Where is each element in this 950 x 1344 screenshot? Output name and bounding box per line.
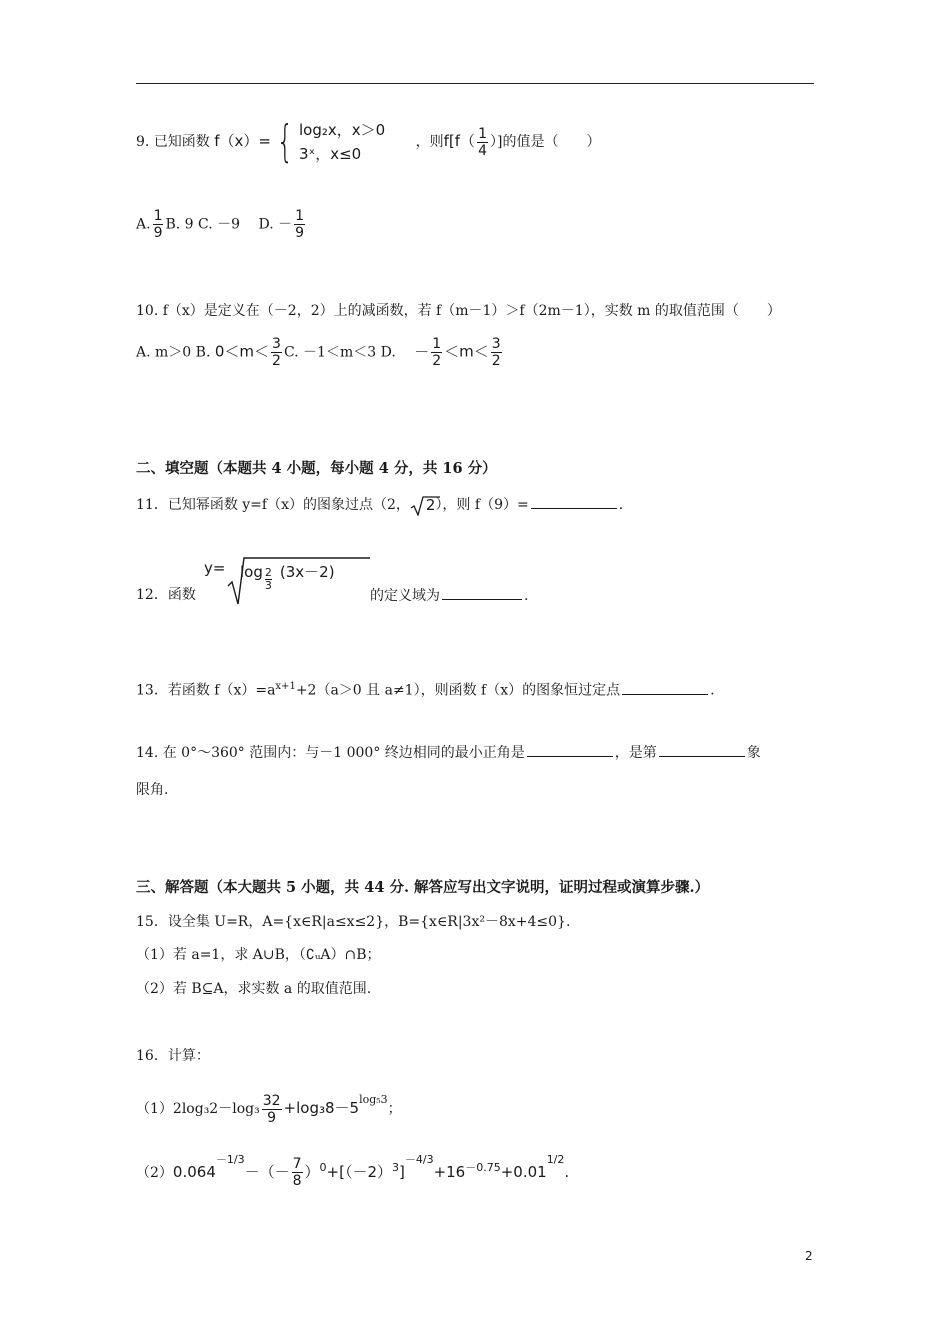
q9-opt-d-frac [294, 208, 305, 241]
q12-log-base [265, 567, 272, 592]
page-number: 2 [805, 1249, 813, 1263]
q9-opt-a-num: 1 [153, 208, 163, 224]
q9-opt-d-label: D. － [258, 216, 293, 233]
header-rule [136, 83, 814, 84]
q12-y-eq: y= [204, 559, 226, 577]
q9-frac-den: 4 [478, 142, 487, 159]
question-13 [136, 677, 715, 701]
q9-prefix: 已知函数 [153, 134, 210, 150]
q9-opt-c: C. －9 [198, 216, 241, 233]
q11-blank [531, 494, 617, 509]
q16-p1-b: +log₃8－5 [283, 1099, 360, 1117]
question-16-title: 16．计算： [136, 1048, 210, 1064]
q10-opt-d-den2: 2 [491, 353, 501, 369]
q9-cases [299, 118, 385, 166]
q9-number: 9. [136, 134, 150, 150]
q9-opt-a-frac [153, 208, 164, 241]
q9-opt-d-num: 1 [295, 208, 305, 224]
q9-opt-d-den: 9 [295, 225, 305, 241]
q16-p2-g: +0.01 [500, 1163, 547, 1181]
q10-opt-d-num2: 3 [491, 336, 501, 352]
question-10: 10. f（x）是定义在（－2，2）上的减函数，若 f（m－1）＞f（2m－1），实数 m 的取值范围（ ） [136, 303, 781, 319]
q10-opt-a: A. m＞0 [136, 344, 192, 361]
q10-opt-d-pre: － [414, 342, 430, 361]
q16-p1-exp: log₅3 [359, 1093, 388, 1106]
q11-radicand: 2 [425, 495, 436, 514]
q13-pre: 13．若函数 f（x）=a [136, 682, 276, 699]
q10-options [136, 336, 504, 369]
q10-opt-d-num1: 1 [432, 336, 442, 352]
q14-blank-2 [659, 742, 745, 757]
q16-p2-exp0: 0 [319, 1161, 327, 1174]
q16-p2-exp5: －0.75 [465, 1161, 501, 1174]
q16-p2-end: . [564, 1163, 570, 1181]
q10-opt-d-frac1 [431, 336, 442, 369]
q12-pre: 12．函数 [136, 587, 196, 603]
q16-p2-exp3: 3 [392, 1161, 399, 1174]
q16-p1-frac [262, 1093, 282, 1126]
q13-end: . [710, 682, 715, 699]
q16-p2-e: ] [399, 1163, 405, 1181]
q9-options [136, 208, 307, 241]
q16-part-2 [136, 1150, 569, 1189]
q16-p2-label: （2） [136, 1165, 173, 1181]
q10-opt-b-num: 3 [272, 336, 281, 352]
q9-brace: { [276, 116, 294, 167]
q12-arg: (3x－2) [279, 563, 335, 581]
q16-p1-end: ； [387, 1101, 402, 1117]
q14-blank-1 [527, 742, 613, 757]
q12-base-num: 2 [264, 566, 272, 579]
q10-opt-d-frac2 [491, 336, 502, 369]
q9-expr-post: ）]的值是（ ） [489, 134, 601, 150]
q10-opt-b-den: 2 [272, 353, 281, 369]
q12-blank [442, 585, 522, 600]
q9-case2: 3ˣ，x≤0 [299, 145, 362, 163]
q16-p2-frac [292, 1156, 303, 1189]
q16-p2-den: 8 [292, 1173, 302, 1189]
q12-tail [370, 585, 528, 606]
q10-opt-b-label: B. [195, 344, 211, 361]
q12-log-word: log [240, 563, 263, 581]
question-14 [136, 742, 761, 763]
q11-end: . [618, 497, 624, 513]
q10-opt-c: C. －1＜m＜3 [283, 344, 377, 361]
q10-opt-d-mid: ＜m＜ [444, 342, 489, 361]
q16-part-1 [136, 1090, 402, 1126]
q11-sqrt [410, 495, 436, 516]
q9-fraction [477, 126, 488, 159]
q16-p2-exp6: 1/2 [546, 1153, 565, 1166]
q9-fx: f（x）= [214, 132, 271, 150]
q16-p2-exp1: －1/3 [215, 1153, 245, 1166]
q12-post: 的定义域为 [370, 588, 440, 604]
q9-opt-b: B. 9 [165, 216, 194, 233]
q11-pre: 11．已知幂函数 y=f（x）的图象过点（2， [136, 497, 410, 513]
section-3-title: 三、解答题（本大题共 5 小题，共 44 分. 解答应写出文字说明，证明过程或演算步骤.） [136, 879, 710, 896]
q14-line1-pre: 14. 在 0°～360° 范围内：与－1 000° 终边相同的最小正角是 [136, 745, 525, 761]
q14-line1-end: 象 [746, 745, 761, 761]
q9-opt-a-den: 9 [153, 225, 163, 241]
q16-p1-den: 9 [267, 1109, 277, 1126]
q15-part-1: （1）若 a=1，求 A∪B，（∁ᵤA）∩B； [136, 947, 381, 963]
q16-p1-label: （1） [136, 1101, 173, 1117]
section-2-title: 二、填空题（本题共 4 小题，每小题 4 分，共 16 分） [136, 460, 497, 477]
q10-opt-b-frac [271, 336, 282, 369]
q11-post: ），则 f（9）= [435, 497, 529, 513]
q9-expr-pre: f[f（ [443, 132, 476, 150]
q9-middle: ，则 [415, 134, 444, 150]
q13-mid: +2（a＞0 且 a≠1），则函数 f（x）的图象恒过定点 [295, 682, 621, 699]
q12-base-den: 3 [264, 579, 272, 592]
q16-p2-b: －（－ [244, 1163, 290, 1181]
q16-p2-f: +16 [433, 1163, 466, 1181]
q10-opt-b-pre: 0＜m＜ [214, 342, 270, 361]
q12-end: . [524, 588, 529, 604]
q14-line1-mid: ，是第 [614, 745, 657, 761]
q12-log [240, 562, 335, 592]
question-15: 15．设全集 U=R，A={x∈R|a≤x≤2}，B={x∈R|3x²－8x+4≤0}. [136, 914, 571, 930]
q16-p2-a: 0.064 [172, 1163, 216, 1181]
q16-p1-a: 2log₃2－log₃ [172, 1101, 260, 1117]
q10-opt-d-den1: 2 [432, 353, 442, 369]
question-11 [136, 494, 623, 516]
q14-line2: 限角. [136, 782, 169, 798]
q10-opt-d-label: D. [380, 344, 396, 361]
q9-frac-num: 1 [478, 125, 487, 142]
q16-p1-num: 32 [262, 1092, 281, 1109]
q16-p2-c: ） [304, 1163, 320, 1181]
q16-p2-num: 7 [292, 1156, 302, 1172]
q15-part-2: （2）若 B⊆A，求实数 a 的取值范围. [136, 981, 372, 997]
q13-exp: x+1 [275, 681, 296, 692]
q9-opt-a-label: A. [136, 216, 151, 233]
q16-p2-d: +[（－2） [326, 1163, 392, 1181]
q13-blank [622, 680, 708, 695]
q9-case1: log₂x，x＞0 [299, 121, 386, 139]
q16-p2-exp4: －4/3 [404, 1153, 434, 1166]
question-9 [136, 118, 600, 166]
